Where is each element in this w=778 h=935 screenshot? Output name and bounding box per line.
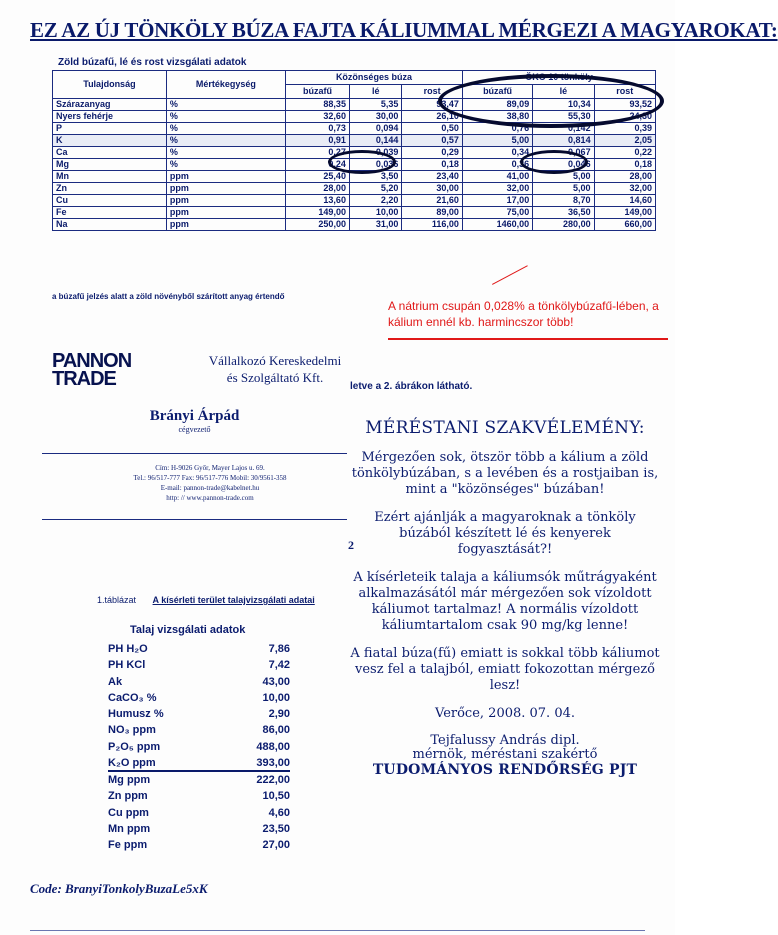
row-value: 21,60 xyxy=(402,195,462,207)
opinion-paragraph-4: A fiatal búza(fű) emiatt is sokkal több káliumot vesz fel a talajból, emiatt fokozottan mérgező lesz! xyxy=(350,646,660,693)
row-unit: ppm xyxy=(166,207,285,219)
row-value: 0,29 xyxy=(402,147,462,159)
row-value: 14,60 xyxy=(594,195,655,207)
row-value: 0,142 xyxy=(533,123,594,135)
row-value: 30,00 xyxy=(349,111,401,123)
soil-value: 7,86 xyxy=(268,643,290,655)
row-value: 0,18 xyxy=(402,159,462,171)
highlight-ellipse-oko xyxy=(438,74,664,128)
row-value: 0,73 xyxy=(285,123,349,135)
row-value: 660,00 xyxy=(594,219,655,231)
contact-info xyxy=(80,463,340,503)
row-unit: % xyxy=(166,99,285,111)
row-unit: % xyxy=(166,111,285,123)
row-value: 5,20 xyxy=(349,183,401,195)
table-row xyxy=(53,183,656,195)
row-value: 2,05 xyxy=(594,135,655,147)
code-label: Code: BranyiTonkolyBuzaLe5xK xyxy=(30,881,208,896)
row-value: 0,39 xyxy=(594,123,655,135)
table-row xyxy=(53,135,656,147)
soil-parameter: Zn ppm xyxy=(108,790,148,803)
soil-row xyxy=(108,805,290,821)
row-value: 116,00 xyxy=(402,219,462,231)
soil-row xyxy=(108,755,290,772)
table-row xyxy=(53,195,656,207)
row-value: 26,10 xyxy=(402,111,462,123)
soil-value: 10,50 xyxy=(262,790,290,803)
table-row xyxy=(53,207,656,219)
row-value: 36,50 xyxy=(533,207,594,219)
company-line2: és Szolgáltató Kft. xyxy=(226,370,324,385)
table-caption: Zöld búzafű, lé és rost vizsgálati adatok xyxy=(58,57,247,68)
text-fragment: letve a 2. ábrákon látható. xyxy=(350,381,473,392)
soil-row xyxy=(108,739,290,755)
logo-line1: PANNON xyxy=(52,350,132,372)
row-value: 32,60 xyxy=(285,111,349,123)
soil-parameter: Fe ppm xyxy=(108,839,148,852)
soil-row xyxy=(108,772,290,788)
sub-col: búzafű xyxy=(285,85,349,99)
soil-value: 4,60 xyxy=(268,806,290,819)
row-value: 5,00 xyxy=(533,171,594,183)
row-value: 0,24 xyxy=(285,159,349,171)
sub-col: lé xyxy=(533,85,594,99)
row-unit: ppm xyxy=(166,171,285,183)
row-value: 10,00 xyxy=(349,207,401,219)
row-value: 93,47 xyxy=(402,99,462,111)
row-unit: ppm xyxy=(166,183,285,195)
soil-value: 2,90 xyxy=(268,708,290,721)
row-property: Zn xyxy=(53,183,167,195)
row-unit: % xyxy=(166,147,285,159)
soil-value: 27,00 xyxy=(262,839,290,852)
row-value: 0,36 xyxy=(462,159,532,171)
row-value: 10,34 xyxy=(533,99,594,111)
row-value: 0,34 xyxy=(462,147,532,159)
soil-row xyxy=(108,706,290,722)
highlight-ellipse-k-common xyxy=(328,150,396,174)
row-value: 5,35 xyxy=(349,99,401,111)
row-value: 2,20 xyxy=(349,195,401,207)
row-value: 89,00 xyxy=(402,207,462,219)
row-value: 89,09 xyxy=(462,99,532,111)
soil-parameter: Cu ppm xyxy=(108,806,149,819)
soil-parameter: PH KCl xyxy=(108,659,146,672)
soil-parameter: K₂O ppm xyxy=(108,757,156,770)
person-role: cégvezető xyxy=(178,425,211,434)
person-name: Brányi Árpád xyxy=(149,408,240,424)
soil-parameter: Humusz % xyxy=(108,708,164,721)
opinion-date: Verőce, 2008. 07. 04. xyxy=(435,706,575,721)
soil-value: 10,00 xyxy=(262,691,290,704)
opinion-signature-2: mérnök, méréstani szakértő xyxy=(412,747,598,762)
sub-col: rost xyxy=(402,85,462,99)
soil-value: 488,00 xyxy=(256,740,290,753)
row-property: Na xyxy=(53,219,167,231)
row-property: Cu xyxy=(53,195,167,207)
row-value: 0,27 xyxy=(285,147,349,159)
opinion-signature-1: Tejfalussy András dipl. xyxy=(430,733,580,748)
row-value: 0,22 xyxy=(594,147,655,159)
card-rule-top xyxy=(42,453,347,454)
row-value: 0,046 xyxy=(533,159,594,171)
row-value: 250,00 xyxy=(285,219,349,231)
row-unit: % xyxy=(166,135,285,147)
soil-row xyxy=(108,641,290,657)
opinion-heading: MÉRÉSTANI SZAKVÉLEMÉNY: xyxy=(365,418,645,438)
row-value: 93,52 xyxy=(594,99,655,111)
company-line1: Vállalkozó Kereskedelmi xyxy=(208,353,342,368)
row-value: 28,00 xyxy=(594,171,655,183)
table-footnote: a búzafű jelzés alatt a zöld növényből szárított anyag értendő xyxy=(52,292,285,301)
row-value: 0,067 xyxy=(533,147,594,159)
row-value: 1460,00 xyxy=(462,219,532,231)
row-value: 25,40 xyxy=(285,171,349,183)
row-value: 55,30 xyxy=(533,111,594,123)
soil-row xyxy=(108,837,290,853)
col-property: Tulajdonság xyxy=(53,71,167,99)
card-rule-bottom xyxy=(42,519,347,520)
row-property: Fe xyxy=(53,207,167,219)
row-value: 32,00 xyxy=(462,183,532,195)
soil-value: 43,00 xyxy=(262,675,290,688)
row-value: 24,30 xyxy=(594,111,655,123)
row-value: 13,60 xyxy=(285,195,349,207)
soil-parameter: P₂O₅ ppm xyxy=(108,740,161,753)
row-value: 75,00 xyxy=(462,207,532,219)
row-value: 32,00 xyxy=(594,183,655,195)
soil-value: 393,00 xyxy=(256,757,290,770)
bottom-rule xyxy=(30,930,645,931)
group-oko: ÖKO 10 tönköly xyxy=(462,71,655,85)
row-value: 5,00 xyxy=(462,135,532,147)
soil-value: 86,00 xyxy=(262,724,290,737)
row-value: 23,40 xyxy=(402,171,462,183)
row-value: 38,80 xyxy=(462,111,532,123)
row-value: 0,814 xyxy=(533,135,594,147)
soil-value: 7,42 xyxy=(268,659,290,672)
sub-col: lé xyxy=(349,85,401,99)
page-number: 2 xyxy=(348,538,354,552)
soil-row xyxy=(108,657,290,673)
opinion-organization: TUDOMÁNYOS RENDŐRSÉG PJT xyxy=(372,762,638,778)
group-common: Közönséges búza xyxy=(285,71,462,85)
row-unit: % xyxy=(166,159,285,171)
row-value: 17,00 xyxy=(462,195,532,207)
row-value: 0,57 xyxy=(402,135,462,147)
soil-table-label xyxy=(97,595,315,605)
soil-value: 23,50 xyxy=(262,822,290,835)
row-value: 0,144 xyxy=(349,135,401,147)
soil-row xyxy=(108,674,290,690)
row-value: 0,91 xyxy=(285,135,349,147)
opinion-paragraph-1: Mérgezően sok, ötször több a kálium a zöld tönkölybúzában, s a levében és a rostjaiban is, mint a "közönséges" búzában! xyxy=(351,450,659,497)
opinion-paragraph-2: Ezért ajánlják a magyaroknak a tönköly búzából készített lé és kenyerek fogyasztását?! xyxy=(374,510,636,557)
row-property: Mn xyxy=(53,171,167,183)
soil-row xyxy=(108,821,290,837)
soil-row xyxy=(108,690,290,706)
row-value: 41,00 xyxy=(462,171,532,183)
row-value: 0,039 xyxy=(349,147,401,159)
soil-parameter: Mn ppm xyxy=(108,822,151,835)
soil-parameter: CaCO₃ % xyxy=(108,691,157,704)
expert-opinion xyxy=(350,418,660,778)
row-value: 28,00 xyxy=(285,183,349,195)
soil-table-number: 1.táblázat xyxy=(97,595,137,605)
sub-col: búzafű xyxy=(462,85,532,99)
headline: EZ AZ ÚJ TÖNKÖLY BÚZA FAJTA KÁLIUMMAL MÉRGEZI A MAGYAROKAT: xyxy=(30,18,778,42)
contact-web: http: // www.pannon-trade.com xyxy=(166,494,254,502)
row-value: 0,76 xyxy=(462,123,532,135)
row-value: 5,00 xyxy=(533,183,594,195)
logo-line2: TRADE xyxy=(52,368,116,390)
row-value: 3,50 xyxy=(349,171,401,183)
contact-email: E-mail: pannon-trade@kabelnet.hu xyxy=(160,484,260,492)
soil-row xyxy=(108,788,290,804)
highlight-ellipse-k-oko xyxy=(520,150,588,174)
pannon-trade-logo xyxy=(52,352,131,388)
row-value: 88,35 xyxy=(285,99,349,111)
soil-row xyxy=(108,722,290,738)
red-pointer-line xyxy=(492,265,536,301)
row-value: 0,036 xyxy=(349,159,401,171)
col-unit: Mértékegység xyxy=(166,71,285,99)
sub-col: rost xyxy=(594,85,655,99)
soil-value: 222,00 xyxy=(256,774,290,787)
soil-parameter: Mg ppm xyxy=(108,774,151,787)
row-value: 30,00 xyxy=(402,183,462,195)
row-value: 149,00 xyxy=(594,207,655,219)
row-property: K xyxy=(53,135,167,147)
row-value: 31,00 xyxy=(349,219,401,231)
red-underline xyxy=(388,338,668,340)
row-value: 149,00 xyxy=(285,207,349,219)
contact-phones: Tel.: 96/517-777 Fax: 96/517-776 Mobil: 30/9561-358 xyxy=(133,474,287,482)
company-name xyxy=(190,352,360,386)
row-value: 8,70 xyxy=(533,195,594,207)
row-value: 0,18 xyxy=(594,159,655,171)
row-property: Szárazanyag xyxy=(53,99,167,111)
row-property: P xyxy=(53,123,167,135)
soil-data-list xyxy=(108,641,290,854)
row-property: Ca xyxy=(53,147,167,159)
soil-parameter: PH H₂O xyxy=(108,643,148,655)
soil-table-title: A kísérleti terület talajvizsgálati adatai xyxy=(152,595,315,605)
row-property: Mg xyxy=(53,159,167,171)
row-value: 0,50 xyxy=(402,123,462,135)
soil-heading: Talaj vizsgálati adatok xyxy=(130,624,246,636)
red-annotation: A nátrium csupán 0,028% a tönkölybúzafű-lében, a kálium ennél kb. harmincszor több! xyxy=(388,299,659,329)
table-row xyxy=(53,219,656,231)
contact-address: Cím: H-9026 Győr, Mayer Lajos u. 69. xyxy=(155,464,265,472)
row-property: Nyers fehérje xyxy=(53,111,167,123)
soil-parameter: NO₃ ppm xyxy=(108,724,156,737)
row-unit: % xyxy=(166,123,285,135)
opinion-paragraph-3: A kísérleteik talaja a káliumsók műtrágyaként alkalmazásától már mérgezően sok vízoldott káliumot tartalmaz! A normális vízoldott káliumtartalom csak 90 mg/kg lenne! xyxy=(353,570,657,633)
row-value: 0,094 xyxy=(349,123,401,135)
row-value: 280,00 xyxy=(533,219,594,231)
soil-parameter: Ak xyxy=(108,675,123,688)
business-card-person xyxy=(42,408,347,434)
row-unit: ppm xyxy=(166,219,285,231)
row-unit: ppm xyxy=(166,195,285,207)
